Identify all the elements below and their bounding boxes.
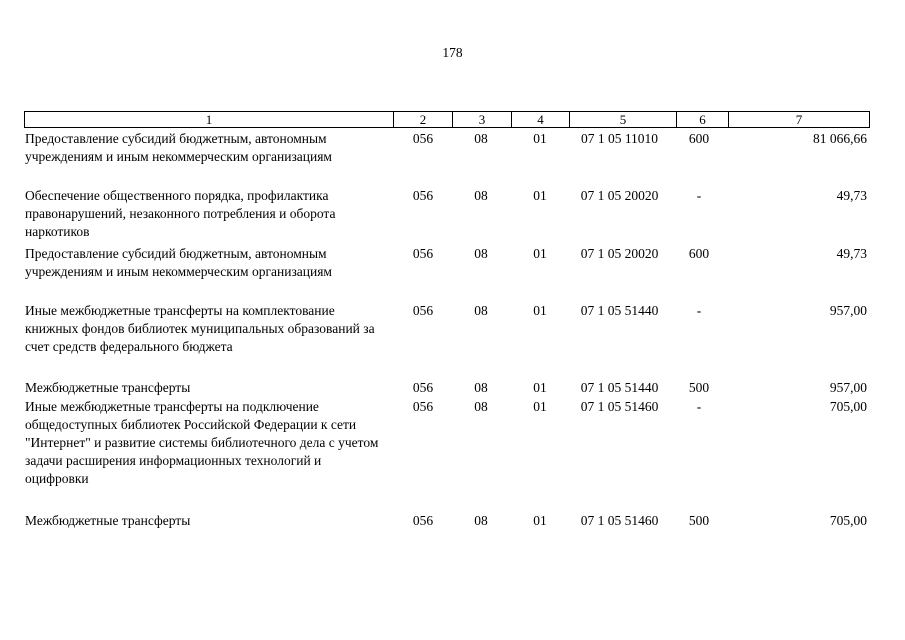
row-name: Обеспечение общественного порядка, профилактика правонарушений, незаконного потребления и оборота наркотиков (25, 188, 336, 239)
row-col-2: 056 (412, 303, 434, 318)
row-col-6: - (696, 303, 702, 318)
header-col-2: 2 (393, 112, 452, 127)
row-col-6: 500 (688, 380, 710, 395)
row-name: Межбюджетные трансферты (25, 513, 191, 528)
row-col-2: 056 (412, 188, 434, 203)
row-col-3: 08 (474, 399, 488, 414)
row-col-2: 056 (412, 131, 434, 146)
row-col-7: 957,00 (829, 303, 867, 318)
header-col-7: 7 (728, 112, 869, 127)
row-col-7: 705,00 (829, 399, 867, 414)
row-col-6: - (696, 188, 702, 203)
row-col-4: 01 (533, 131, 547, 146)
row-name: Предоставление субсидий бюджетным, автономным учреждениям и иным некоммерческим организациям (25, 131, 332, 164)
row-col-6: - (696, 399, 702, 414)
row-col-5: 07 1 05 51460 (580, 513, 659, 528)
row-col-2: 056 (412, 380, 434, 395)
row-col-2: 056 (412, 513, 434, 528)
row-col-5: 07 1 05 51440 (580, 380, 659, 395)
row-col-6: 600 (688, 246, 710, 261)
header-col-1: 1 (205, 112, 213, 127)
row-col-6: 600 (688, 131, 710, 146)
row-col-5: 07 1 05 51440 (580, 303, 659, 318)
row-col-5: 07 1 05 51460 (580, 399, 659, 414)
row-col-7: 49,73 (836, 246, 867, 261)
row-col-7: 49,73 (836, 188, 867, 203)
row-col-4: 01 (533, 513, 547, 528)
row-col-3: 08 (474, 513, 488, 528)
row-col-3: 08 (474, 303, 488, 318)
row-col-3: 08 (474, 188, 488, 203)
row-col-5: 07 1 05 20020 (580, 188, 659, 203)
row-name: Предоставление субсидий бюджетным, автономным учреждениям и иным некоммерческим организациям (25, 246, 332, 279)
row-col-4: 01 (533, 303, 547, 318)
row-col-3: 08 (474, 380, 488, 395)
row-col-2: 056 (412, 246, 434, 261)
row-col-6: 500 (688, 513, 710, 528)
row-col-4: 01 (533, 399, 547, 414)
row-col-5: 07 1 05 20020 (580, 246, 659, 261)
table-header-row (24, 111, 870, 128)
page-number: 178 (442, 45, 463, 60)
row-col-7: 705,00 (829, 513, 867, 528)
header-col-6: 6 (676, 112, 728, 127)
row-col-4: 01 (533, 380, 547, 395)
header-col-3: 3 (452, 112, 511, 127)
header-col-4: 4 (511, 112, 569, 127)
row-name: Межбюджетные трансферты (25, 380, 191, 395)
row-col-3: 08 (474, 131, 488, 146)
row-col-4: 01 (533, 188, 547, 203)
row-col-2: 056 (412, 399, 434, 414)
row-col-7: 81 066,66 (813, 131, 867, 146)
header-col-5: 5 (569, 112, 676, 127)
row-name: Иные межбюджетные трансферты на подключение общедоступных библиотек Российской Федерации к сети "Интернет" и развитие системы библиотечного дела с учетом задачи расширения информационных технологий и оцифровки (25, 399, 379, 486)
row-col-7: 957,00 (829, 380, 867, 395)
row-col-3: 08 (474, 246, 488, 261)
row-col-4: 01 (533, 246, 547, 261)
row-name: Иные межбюджетные трансферты на комплектование книжных фондов библиотек муниципальных образований за счет средств федерального бюджета (25, 303, 375, 354)
row-col-5: 07 1 05 11010 (580, 131, 659, 146)
